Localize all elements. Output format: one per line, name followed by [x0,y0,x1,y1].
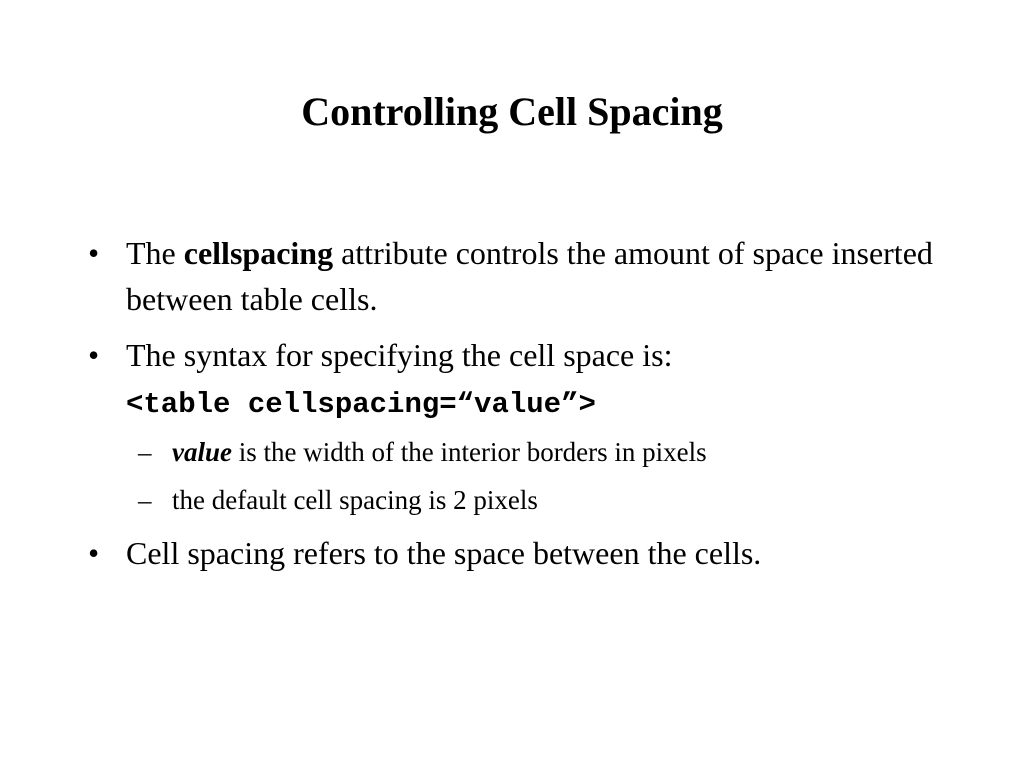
sub-bullet-item [126,432,966,472]
bullet-text: Cell spacing refers to the space between the cells. [126,535,762,571]
bullet-keyword: cellspacing [183,235,334,271]
bullet-text: The syntax for specifying the cell space is: [126,337,673,373]
sub-bullet-item [126,480,966,520]
sub-bullet-marker: – [138,485,152,515]
sub-bullet-marker: – [138,437,152,467]
bullet-item [86,230,966,322]
bullet-marker: • [88,235,100,271]
slide-title: Controlling Cell Spacing [301,89,723,134]
bullet-item [86,332,966,520]
bullet-item [86,530,966,576]
bullet-text-suffix: attribute controls the amount of space inserted between table cells. [126,235,933,317]
sub-bullet-text: is the width of the interior borders in pixels [232,437,707,467]
bullet-marker: • [88,535,100,571]
sub-bullet-text: the default cell spacing is 2 pixels [172,485,538,515]
bullet-marker: • [88,337,100,373]
sub-bullet-list [126,432,966,520]
code-syntax: <table cellspacing=“value”> [126,388,596,421]
bullet-list [86,230,966,586]
sub-bullet-term: value [172,437,232,467]
bullet-text-prefix: The [126,235,184,271]
